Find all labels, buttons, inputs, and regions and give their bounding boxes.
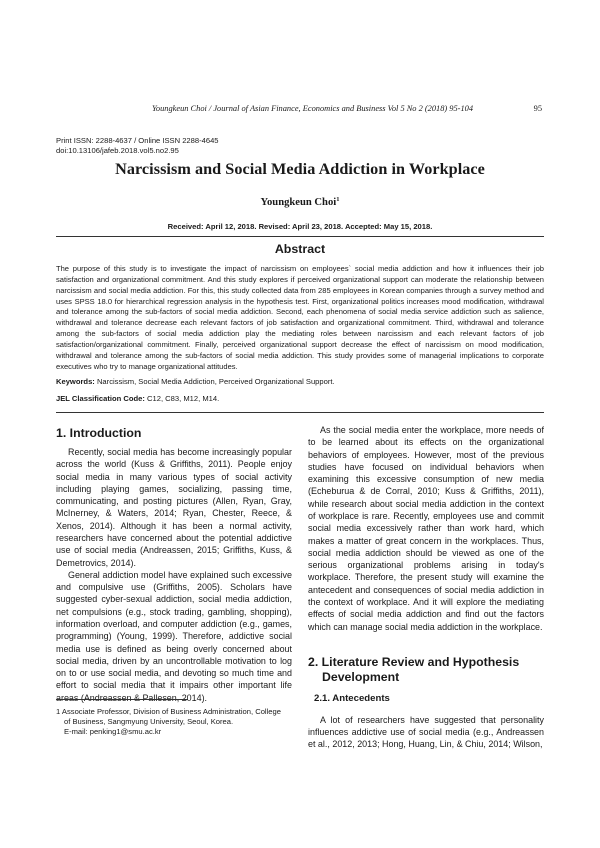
footnote-rule: [56, 699, 188, 700]
section-heading-line: 2. Literature Review and Hypothesis: [308, 654, 520, 669]
section-heading-line: Development: [322, 669, 400, 684]
paper-title: Narcissism and Social Media Addiction in Workplace: [115, 160, 485, 178]
right-column: [308, 424, 544, 751]
keywords-label: Keywords:: [56, 377, 95, 386]
jel-classification: [56, 394, 544, 403]
jel-value: C12, C83, M12, M14.: [147, 394, 220, 403]
received-dates: Received: April 12, 2018. Revised: April 23, 2018. Accepted: May 15, 2018.: [167, 222, 433, 231]
keywords-value: Narcissism, Social Media Addiction, Perceived Organizational Support.: [96, 377, 335, 386]
author-footnote: [56, 707, 292, 738]
paragraph: General addiction model have explained such excessive and compulsive use (Griffiths, 2005). Scholars have suggested cyber-sexual addiction, social media addiction, net compulsions (e.g., stock trading, gambling, shopping), information overload, and computer addiction (e.g., games, programming) (Young, 1999). Therefore, addictive social media use is defined as being overly concerned about social media, driven by an uncontrollable motivation to log on to or use social media, and devoting so much time and effort to social media that it impairs other important life areas (Andreassen & Pallesen, 2014).: [56, 569, 292, 703]
author-name: Youngkeun Choi: [260, 197, 337, 208]
abstract-heading: Abstract: [56, 236, 544, 256]
footnote-line: of Business, Sangmyung University, Seoul, Korea.: [64, 717, 234, 727]
left-column: [56, 426, 292, 704]
jel-label: JEL Classification Code:: [56, 394, 145, 403]
issn-line: Print ISSN: 2288-4637 / Online ISSN 2288-4645: [56, 136, 219, 145]
antecedents-body: [308, 714, 544, 751]
page-number: 95: [533, 104, 542, 113]
section-heading-introduction: 1. Introduction: [56, 426, 142, 440]
subsection-heading-antecedents: 2.1. Antecedents: [314, 692, 390, 704]
footnote-email: E-mail: penking1@smu.ac.kr: [64, 727, 162, 737]
keywords: [56, 377, 544, 386]
author-footnote-marker: 1: [336, 196, 340, 203]
paragraph: A lot of researchers have suggested that personality influences addictive use of social media (e.g., Andreassen et al., 2012, 2013; Hong, Huang, Lin, & Chiu, 2014; Wilson,: [308, 714, 544, 750]
section-heading-literature-review: [308, 655, 544, 685]
issn-block: [56, 136, 219, 155]
paragraph: Recently, social media has become increasingly popular across the world (Kuss & Griffiths, 2011). People enjoy social media in many various types of social activity including playing games, socializing, passing time, communicating, and posting pictures (Allen, Ryan, Gray, McInerney, & Waters, 2014; Ryan, Chester, Reece, & Xenos, 2014). Although it has been a normal activity, researchers have concerned about the potential addictive use of social media (Andreassen, 2015; Griffiths, Kuss, & Demetrovics, 2014).: [56, 447, 292, 568]
journal-citation: Youngkeun Choi / Journal of Asian Finance, Economics and Business Vol 5 No 2 (2018) 95-104: [152, 104, 474, 113]
paragraph: As the social media enter the workplace, more needs of to be learned about its effects on the organizational behaviors of employees. However, most of the previous studies have focused on individual behaviors when examining this excessive consumption of new media (Echeburua & de Corral, 2010; Kuss & Griffiths, 2011), while research about social media addiction in the context of workplace is rare. Recently, employees use and commit social media excessively rather than work hard, which makes a matter of great concern in the workplaces. Thus, social media addiction should be viewed as one of the serious organizational problems arising in today's workplace. Therefore, the present study will examine the antecedent and consequences of social media addiction in the context of workplace. And it will explore the mediating effects of social media addiction and find out the factors which can manage social media addiction in the workplace.: [308, 425, 544, 632]
abstract-bottom-rule: [56, 412, 544, 413]
abstract-text: The purpose of this study is to investigate the impact of narcissism on employees` social media addiction and how it influences their job satisfaction and organizational commitment. And this study explores if perceived organizational support can moderate the relationship between narcissism and social media addiction. For this, this study collected data from 285 employees in Korean companies through a survey method and uses SPSS 18.0 for hierarchical regression analysis in the hypothesis test. First, organizational politics increases mood modification, withdrawal and tolerance among the sub-factors of social media addiction. Second, each phenomena of social media service addiction such as salience, withdrawal and tolerance decrease each relevant factors of job satisfaction and organizational commitment. Third, withdrawal and tolerance among the sub-factors of social media addiction play the mediating roles between narcissism and each relevant factors of job satisfaction/organizational commitment. Finally, perceived organizational support decrease the effect of narcissism on mood modification, withdrawal and tolerance among the sub-factors of social media addiction. This study provides some of managerial implications to corporate executives who try to manage organizational attitudes.: [56, 264, 544, 371]
abstract-body: [56, 264, 544, 372]
right-column-body: [308, 424, 544, 633]
author-line: [0, 196, 600, 208]
doi-line: doi:10.13106/jafeb.2018.vol5.no2.95: [56, 145, 179, 155]
introduction-body: [56, 446, 292, 704]
footnote-line: 1 Associate Professor, Division of Business Administration, College: [56, 707, 281, 716]
